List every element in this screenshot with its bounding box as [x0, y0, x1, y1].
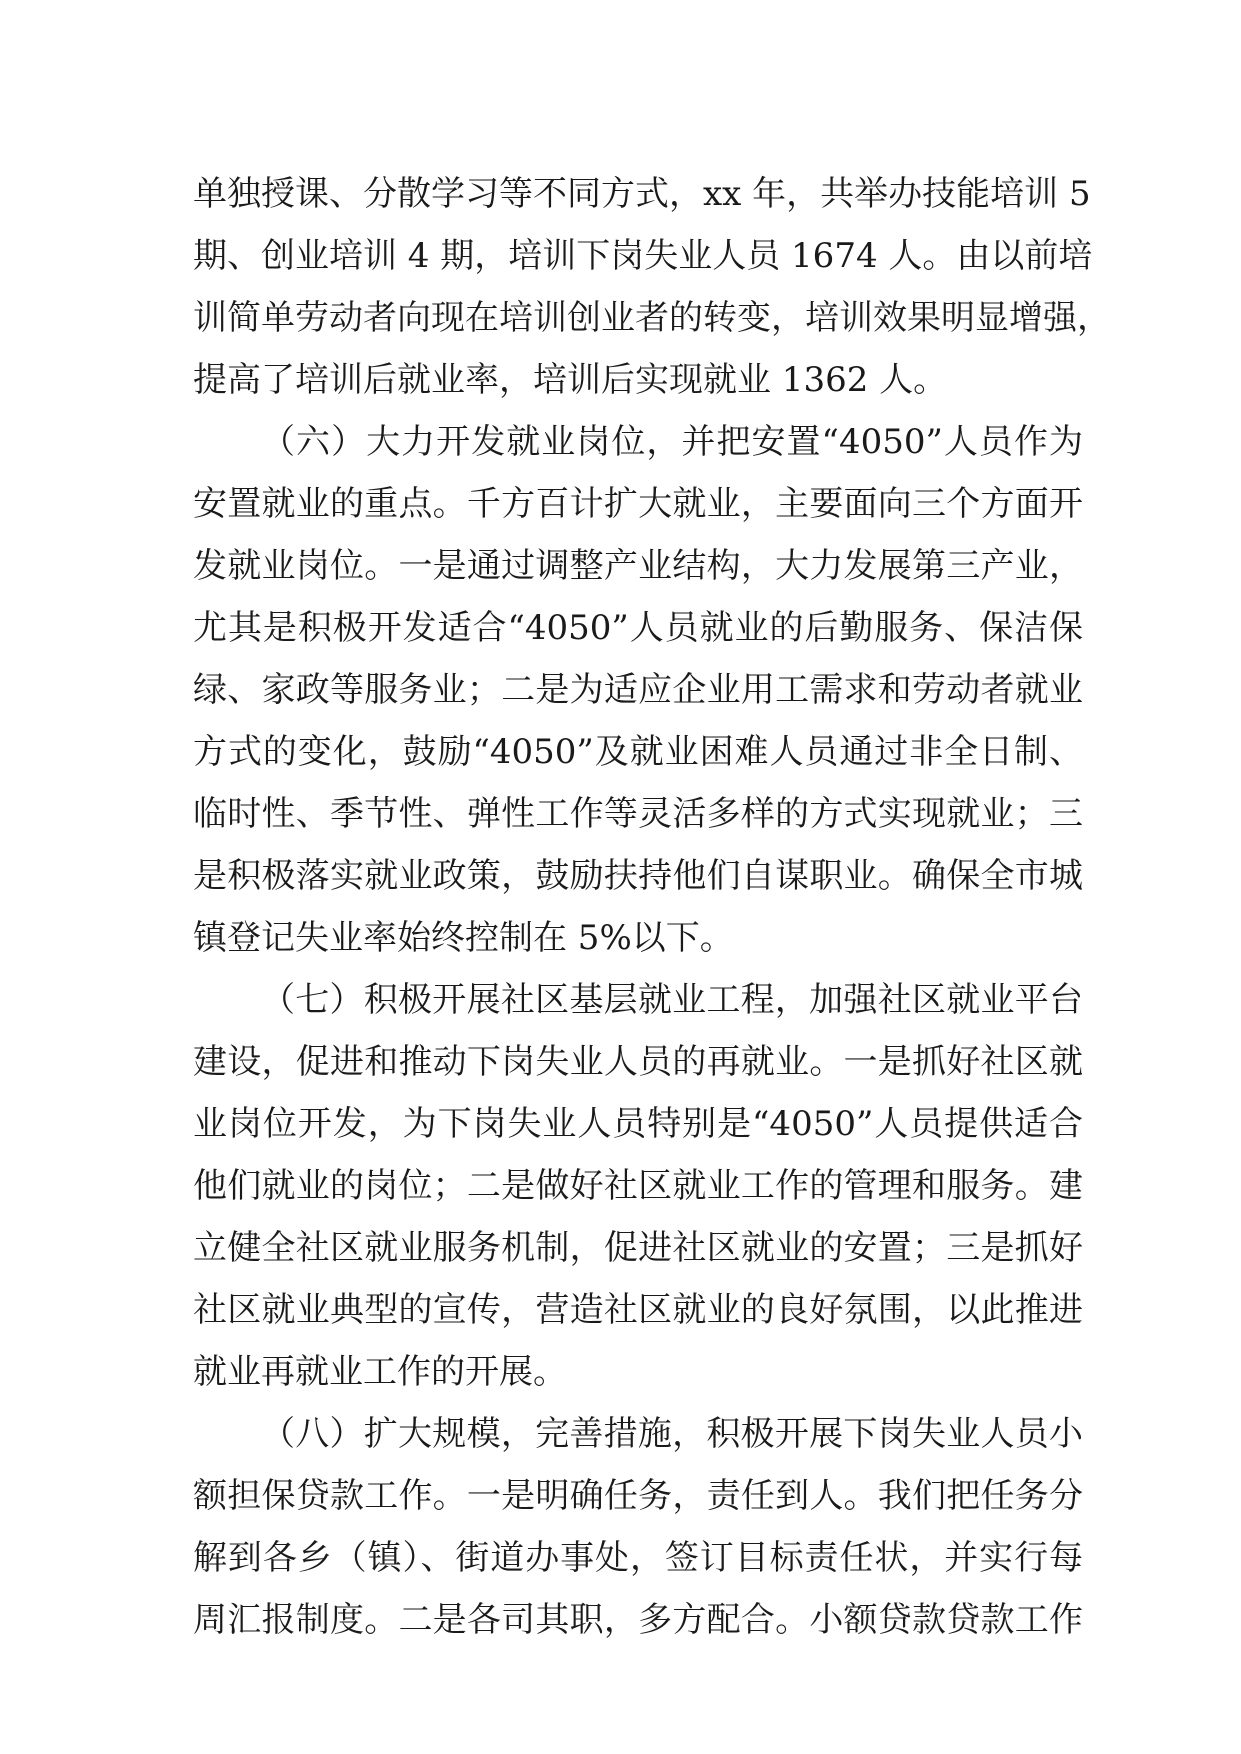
- paragraph: [193, 1403, 1083, 1651]
- text-line: 单独授课、分散学习等不同方式，xx 年，共举办技能培训 5: [193, 174, 1091, 214]
- text-line: （六）大力开发就业岗位，并把安置“4050”人员作为: [261, 422, 1083, 462]
- text-line: 尤其是积极开发适合“4050”人员就业的后勤服务、保洁保: [193, 608, 1083, 648]
- paragraph: [193, 969, 1083, 1403]
- text-line: 社区就业典型的宣传，营造社区就业的良好氛围，以此推进: [193, 1290, 1083, 1330]
- text-line: 建设，促进和推动下岗失业人员的再就业。一是抓好社区就: [193, 1042, 1083, 1082]
- paragraph: [193, 411, 1083, 969]
- text-line: 发就业岗位。一是通过调整产业结构，大力发展第三产业，: [193, 546, 1083, 586]
- text-line: 方式的变化，鼓励“4050”及就业困难人员通过非全日制、: [193, 732, 1083, 772]
- text-line: 安置就业的重点。千方百计扩大就业，主要面向三个方面开: [193, 484, 1083, 524]
- text-line: （八）扩大规模，完善措施，积极开展下岗失业人员小: [261, 1414, 1083, 1454]
- text-line: 临时性、季节性、弹性工作等灵活多样的方式实现就业；三: [193, 794, 1083, 834]
- text-line: 训简单劳动者向现在培训创业者的转变，培训效果明显增强，: [193, 298, 1111, 338]
- text-line: 是积极落实就业政策，鼓励扶持他们自谋职业。确保全市城: [193, 856, 1083, 896]
- text-line: 立健全社区就业服务机制，促进社区就业的安置；三是抓好: [193, 1228, 1083, 1268]
- paragraph: [193, 163, 1111, 411]
- text-line: 周汇报制度。二是各司其职，多方配合。小额贷款贷款工作: [193, 1600, 1083, 1640]
- text-line: 就业再就业工作的开展。: [193, 1352, 567, 1392]
- text-line: 解到各乡（镇）、街道办事处，签订目标责任状，并实行每: [193, 1538, 1083, 1578]
- text-line: 提高了培训后就业率，培训后实现就业 1362 人。: [193, 360, 948, 400]
- text-line: 业岗位开发，为下岗失业人员特别是“4050”人员提供适合: [193, 1104, 1083, 1144]
- text-line: （七）积极开展社区基层就业工程，加强社区就业平台: [261, 980, 1083, 1020]
- text-line: 期、创业培训 4 期，培训下岗失业人员 1674 人。由以前培: [193, 236, 1093, 276]
- text-line: 额担保贷款工作。一是明确任务，责任到人。我们把任务分: [193, 1476, 1083, 1516]
- document-body: [193, 163, 1111, 1651]
- text-line: 他们就业的岗位；二是做好社区就业工作的管理和服务。建: [193, 1166, 1083, 1206]
- text-line: 绿、家政等服务业；二是为适应企业用工需求和劳动者就业: [193, 670, 1083, 710]
- text-line: 镇登记失业率始终控制在 5%以下。: [193, 918, 734, 958]
